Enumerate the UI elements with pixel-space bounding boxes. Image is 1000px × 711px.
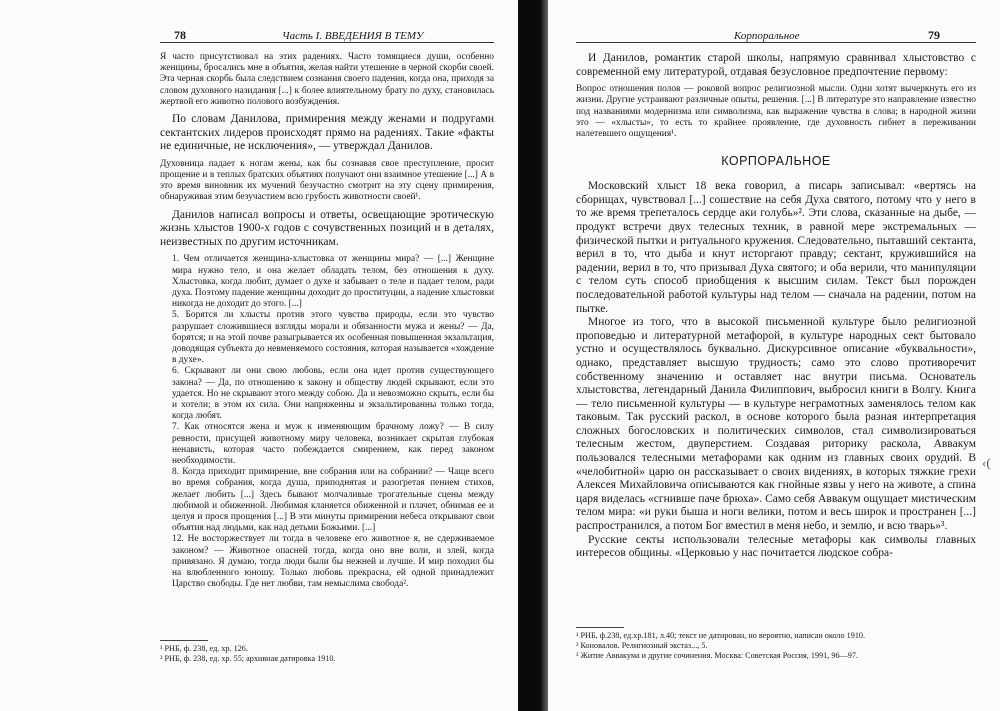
quote-paragraph: 5. Борятся ли хлысты против этого чувства природы, если это чувство разрушает сложившиеся взгляды морали и обязанности мужа и жены? — Да, борятся; и на этой почве разыгрывается их особенная повышенная экзальтация, доводящая субъекта до невменяемого состояния, которая называется «хождение в духе». xyxy=(172,310,494,366)
footnote: ¹ РНБ, ф. 238, ед. хр. 126. xyxy=(160,644,248,653)
body-paragraph: Русские секты использовали телесные метафоры как символы главных интересов общины. «Церковью у нас почитается людское собра- xyxy=(576,533,976,560)
footnote: ¹ РНБ, ф.238, ед.хр.181, л.40; текст не датирован, но вероятно, написан около 1910. xyxy=(576,631,866,640)
quote-paragraph: Вопрос отношения полов — роковой вопрос религиозной мысли. Одни хотят вычеркнуть его из жизни. Другие устраивают различные опыты, решения. [...] В литературе это направление известно под названиями модернизма или символизма, как выражение чувства в слова; в народной жизни это — «хлысты», то есть то крайнее проявление, где духовность гибнет в переживании налетевшего ощущения¹. xyxy=(576,84,976,139)
gutter-edge xyxy=(540,0,548,711)
body-paragraph: И Данилов, романтик старой школы, напрямую сравнивал хлыстовство с современной ему литературой, отдавая безусловное предпочтение первому: xyxy=(576,52,976,78)
right-text-column xyxy=(576,52,976,561)
quote-paragraph: 6. Скрывают ли они свою любовь, если она идет против существующего закона? — Да, по отношению к закону и обществу людей скрывают, если это удается. Но не скрывают этого между собою. Да и невозможно скрыть, если бы и хотели; в этом их сила. Они напряженны и экзальтированны только тогда, когда любят. xyxy=(172,366,494,422)
quote-paragraph: Я часто присутствовал на этих радениях. Часто томящиеся души, особенно женщины, бросались мне в объятия, желая найти утешение в черной скорби своей. Эта черная скорбь была следствием сознания своего падения, когда она, приходя за словом духовного назидания [...] к более влиятельному брату по духу, становилась жертвой его животно полового возбуждения. xyxy=(160,52,494,107)
body-paragraph: По словам Данилова, примирения между женами и подругами сектантских лидеров происходят прямо на радениях. Такие «факты не единичные, не исключения», — утверждал Данилов. xyxy=(160,113,494,153)
quote-paragraph: Духовница падает к ногам жены, как бы сознавая свое преступление, просит прощение и в теплых братских объятиях получают они взаимное утешение [...] А в это время виновник их мучений безучастно смотрит на эту сцену примирения, обнаруживая этим безучастием всю грубость животности своей¹. xyxy=(160,158,494,203)
footnote-rule xyxy=(160,640,208,641)
left-footnotes xyxy=(160,640,494,664)
quote-paragraph: 1. Чем отличается женщина-хлыстовка от женщины мира? — [...] Женщине мира нужно тело, и она желает обладать телом, без отношения к духу. Хлыстовка, когда любит, думает о духе и забывает о теле и падает телом, ради духа. Поэтому падение женщины доходит до проституции, а падение хлыстовки никогда не доходит до этого. [...] xyxy=(172,254,494,310)
body-paragraph: Данилов написал вопросы и ответы, освещающие эротическую жизнь хлыстов 1900-х годов с сочувственных позиций и в деталях, неизвестных по другим источникам. xyxy=(160,208,494,248)
footnote: ² РНБ, ф. 238, ед. хр. 55; архивная датировка 1910. xyxy=(160,654,336,663)
footnote-rule xyxy=(576,627,624,628)
quote-paragraph: 7. Как относятся жена и муж к изменяющим брачному ложу? — В силу ревности, присущей животному миру человека, возникает скрытая глубокая ненависть, которая часто побеждается смирением, как перед законом необходимости. xyxy=(172,422,494,467)
right-footnotes xyxy=(576,627,976,661)
quote-paragraph: 8. Когда приходит примирение, вне собрания или на собрании? — Чаще всего во время собрания, когда душа, приподнятая и разогретая пением стихов, желает любить [...] Здесь бывают молчаливые трогательные сцены между любимой и обиженной. Любимая кланяется обиженной и плачет, обнимая ее и целуя и прося прощения [...] В эти минуты примирения небеса открывают свои объятия над людьми, как над детьми Божьими. [...] xyxy=(172,467,494,534)
footnote: ² Коновалов. Религиозный экстаз..., 5. xyxy=(576,641,708,650)
pencil-margin-mark: ‹( xyxy=(982,455,991,470)
left-text-column xyxy=(160,52,494,590)
page-number-right: 79 xyxy=(928,28,940,42)
footnote: ³ Житие Аввакума и другие сочинения. Москва: Советская Россия, 1991, 96—97. xyxy=(576,651,858,660)
quote-paragraph: 12. Не восторжествует ли тогда в человеке его животное я, не сдерживаемое законом? — Животное опасней тогда, когда оно вне воли, и злей, когда привязано. Я думаю, тогда люди были бы нежней и лучше. И мир походил бы на влюбленного юношу. Только любовь прекрасна, ей одной принадлежит Царство свободы. Где нет любви, там немыслима свобода². xyxy=(172,534,494,590)
page-number-left: 78 xyxy=(174,28,186,42)
header-rule-right xyxy=(576,42,976,43)
body-paragraph: Московский хлыст 18 века говорил, а писарь записывал: «вертясь на сборищах, чувствовал [...] сошествие на себя Духа святого, потому что у него в то же время трепеталось сердце аки голубь»². Эти слова, сказанные на дыбе, — продукт встречи двух телесных техник, в равной мере экстремальных — физической пытки и ритуального кружения. Следовательно, пытавший сектанта, верил в то, что дыба и кнут исторгают правду; сектант, кружившийся на радении, верил в то, что призывал Духа святого; и оба верили, что манипуляции с телом суть способ приобщения к высшим силам. Текст был порожден последовательной работой культуры над телом — сначала на радении, потом на пытке. xyxy=(576,180,976,315)
header-rule-left xyxy=(160,42,494,43)
body-paragraph: Многое из того, что в высокой письменной культуре было религиозной проповедью и литературной метафорой, в культуре народных сект бытовало устно и осуществлялось буквально. Дискурсивное описание «буквальности», однако, представляет высшую трудность; само это слово противоречит собственному значению и оставляет нас внутри письма. Основатель хлыстовства, легендарный Данила Филиппович, выбросил книги в Волгу. Книга — тело письменной культуры — в культуре неграмотных заменялось телом как таковым. Так русский раскол, в основе которого была разная интерпретация сложных богословских и политических символов, стал символизироваться телесным жестом, двуперстием. Создавая риторику раскола, Аввакум пользовался телесными метафорами как одним из главных своих орудий. В «челобитной» царю он рассказывает о своих видениях, в которых тяжкие грехи Алексея Михайловича описываются как гнойные язвы у него на животе, а спина царя виделась «сгнивше паче брюха». Само себя Аввакум ощущает мистическим телом мира: «и руки быша и ноги велики, потом и весь широк и пространен [...] распространился, а потом Бог вместил в меня небо, и землю, и всю тварь»³. xyxy=(576,316,976,533)
running-head-left: Часть I. ВВЕДЕНИЯ В ТЕМУ xyxy=(282,30,424,42)
running-head-right: Корпоральное xyxy=(734,30,800,42)
section-heading: КОРПОРАЛЬНОЕ xyxy=(721,154,831,169)
right-page xyxy=(548,0,1000,711)
